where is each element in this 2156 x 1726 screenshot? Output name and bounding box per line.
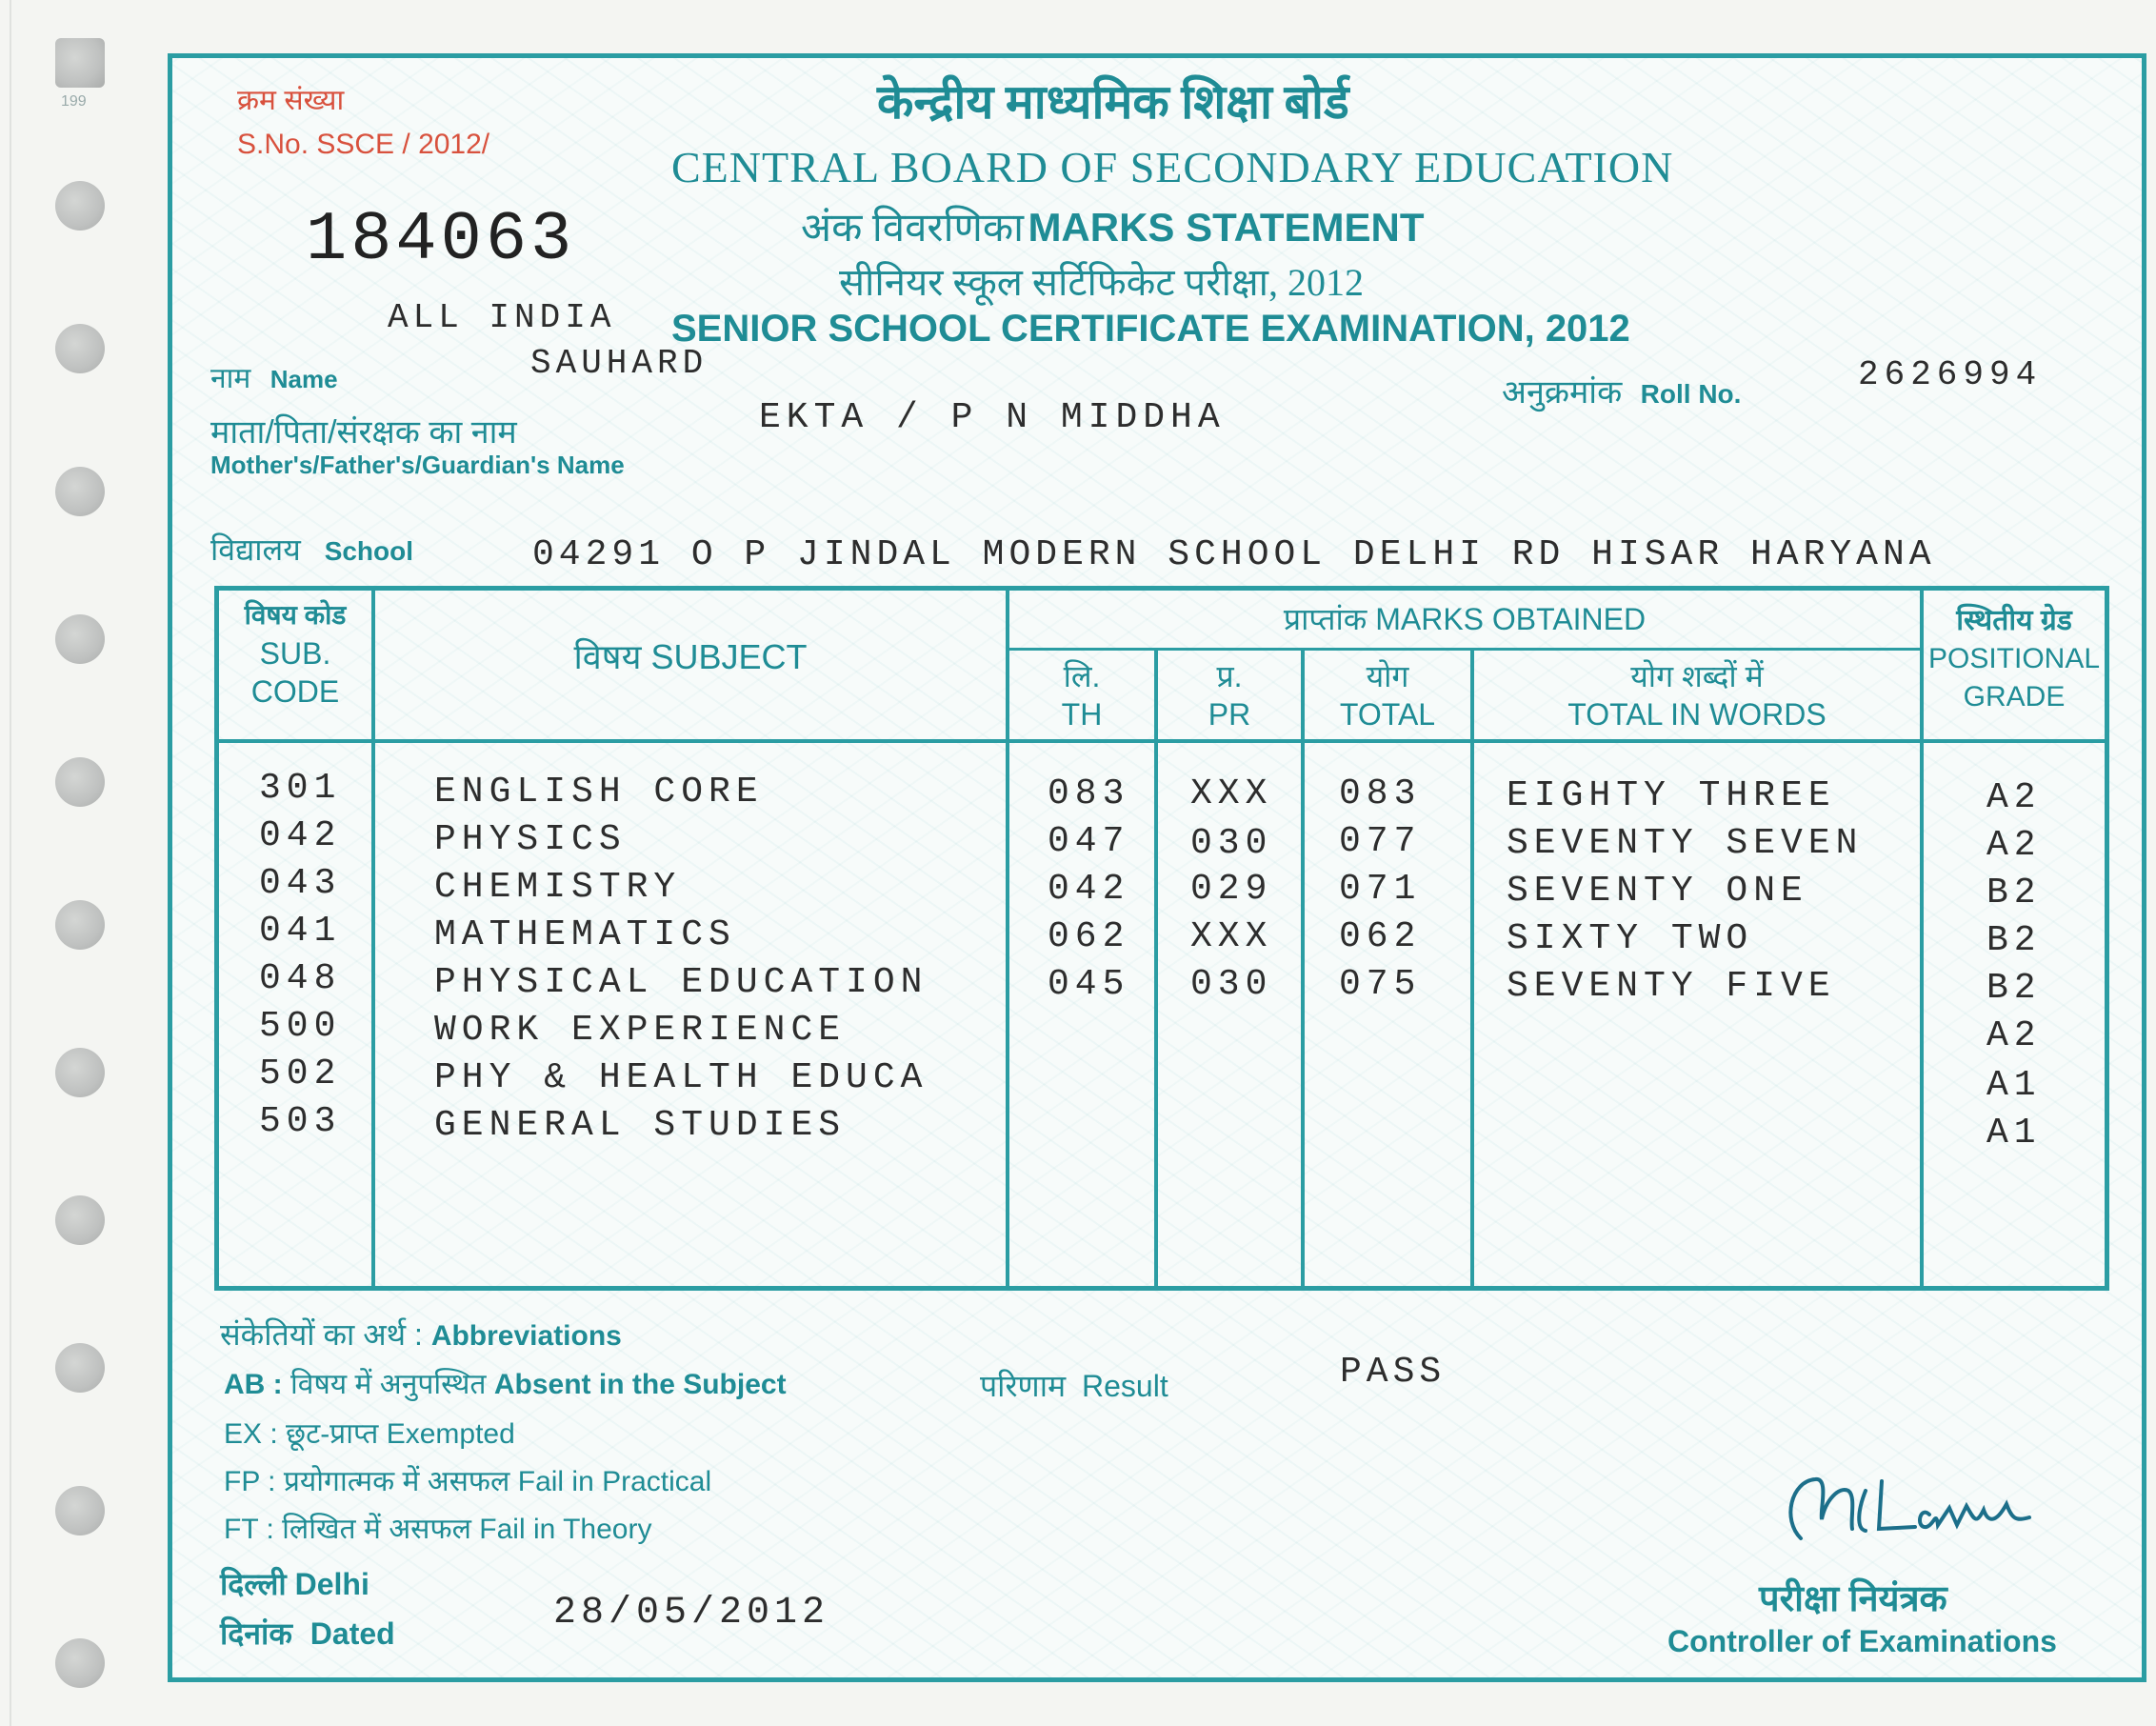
theory-marks: 042 bbox=[1048, 869, 1130, 910]
header-positional-grade bbox=[1924, 602, 2105, 716]
candidate-name: SAUHARD bbox=[530, 344, 709, 383]
header-total-in-words-hindi: योग शब्दों में bbox=[1630, 659, 1764, 693]
total-in-words: SIXTY TWO bbox=[1507, 918, 1754, 959]
total-in-words: SEVENTY ONE bbox=[1507, 871, 1808, 912]
marks-statement-sheet bbox=[168, 53, 2146, 1682]
header-marks-obtained: प्राप्तांक MARKS OBTAINED bbox=[1283, 602, 1647, 636]
practical-marks: 029 bbox=[1190, 869, 1273, 910]
result-value: PASS bbox=[1340, 1352, 1447, 1393]
name-label bbox=[210, 357, 338, 396]
total-in-words: EIGHTY THREE bbox=[1507, 775, 1836, 816]
abbreviation-ft-hindi: लिखित में असफल bbox=[282, 1514, 471, 1545]
sub-code: 042 bbox=[259, 815, 342, 856]
roll-label-hindi: अनुक्रमांक bbox=[1502, 374, 1623, 411]
result-label-hindi: परिणाम bbox=[980, 1369, 1067, 1403]
punch-hole bbox=[55, 1486, 105, 1535]
serial-number: 184063 bbox=[306, 201, 576, 279]
subject-name: CHEMISTRY bbox=[434, 867, 682, 908]
total-in-words: SEVENTY FIVE bbox=[1507, 966, 1836, 1007]
header-theory bbox=[1009, 657, 1154, 733]
controller-title-hindi: परीक्षा नियंत्रक bbox=[1759, 1579, 1947, 1619]
school-label-english: School bbox=[324, 536, 414, 566]
sub-code: 041 bbox=[259, 911, 342, 952]
abbreviations-title bbox=[220, 1314, 622, 1355]
header-subject: विषय SUBJECT bbox=[573, 637, 808, 676]
header-grade-hindi: स्थितीय ग्रेड bbox=[1956, 605, 2072, 636]
total-in-words: SEVENTY SEVEN bbox=[1507, 823, 1864, 864]
sub-code: 503 bbox=[259, 1101, 342, 1142]
total-marks: 062 bbox=[1339, 916, 1422, 957]
document-title-hindi: अंक विवरणिका bbox=[801, 207, 1024, 251]
header-total-hindi: योग bbox=[1366, 659, 1409, 693]
subject-name: GENERAL STUDIES bbox=[434, 1105, 847, 1146]
controller-title: Controller of Examinations bbox=[1667, 1624, 2057, 1658]
sub-code: 048 bbox=[259, 958, 342, 999]
positional-grade: B2 bbox=[1986, 968, 2042, 1009]
practical-marks: XXX bbox=[1190, 773, 1273, 814]
marks-subheader-divider bbox=[1009, 648, 1920, 651]
theory-marks: 062 bbox=[1048, 916, 1130, 957]
header-total-in-words-english: TOTAL IN WORDS bbox=[1567, 697, 1827, 732]
controller-signature bbox=[1763, 1462, 2048, 1567]
header-total-english: TOTAL bbox=[1339, 697, 1436, 732]
dated-label-english: Dated bbox=[309, 1616, 395, 1651]
serial-label: S.No. SSCE / 2012/ bbox=[237, 129, 490, 160]
page-number: 199 bbox=[61, 93, 87, 110]
positional-grade: B2 bbox=[1986, 920, 2042, 961]
place bbox=[220, 1563, 369, 1604]
abbreviations-title-english: Abbreviations bbox=[430, 1320, 622, 1352]
abbreviations-title-hindi: संकेतियों का अर्थ : bbox=[220, 1317, 423, 1352]
place-hindi: दिल्ली bbox=[220, 1567, 287, 1601]
abbreviation-fp-english: Fail in Practical bbox=[517, 1466, 712, 1497]
total-marks: 071 bbox=[1339, 869, 1422, 910]
perforation-strip bbox=[0, 0, 143, 1726]
positional-grade: A1 bbox=[1986, 1065, 2042, 1106]
roll-label-english: Roll No. bbox=[1640, 379, 1742, 409]
practical-marks: XXX bbox=[1190, 916, 1273, 957]
abbreviation-ft-english: Fail in Theory bbox=[479, 1514, 652, 1545]
punch-hole bbox=[55, 900, 105, 950]
roll-label bbox=[1502, 369, 1741, 412]
name-label-english: Name bbox=[270, 365, 338, 393]
abbreviation-ex-english: Exempted bbox=[386, 1418, 515, 1450]
header-sub-code bbox=[219, 596, 371, 711]
punch-hole bbox=[55, 181, 105, 231]
total-marks: 077 bbox=[1339, 821, 1422, 862]
theory-marks: 045 bbox=[1048, 964, 1130, 1005]
abbreviation-ft bbox=[224, 1508, 651, 1547]
issue-date: 28/05/2012 bbox=[553, 1592, 830, 1635]
abbreviation-ab-english: Absent in the Subject bbox=[493, 1369, 787, 1400]
exam-prefix: ALL INDIA bbox=[388, 298, 616, 337]
result-label-english: Result bbox=[1082, 1369, 1168, 1403]
punch-hole bbox=[55, 1195, 105, 1245]
sub-code: 301 bbox=[259, 768, 342, 809]
parent-label-hindi: माता/पिता/संरक्षक का नाम bbox=[210, 414, 517, 451]
punch-hole bbox=[55, 614, 105, 664]
positional-grade: A2 bbox=[1986, 1015, 2042, 1056]
roll-number: 2626994 bbox=[1858, 355, 2043, 394]
abbreviation-ex-code: EX : bbox=[224, 1418, 278, 1450]
abbreviation-fp bbox=[224, 1460, 711, 1499]
positional-grade: A1 bbox=[1986, 1113, 2042, 1154]
theory-marks: 083 bbox=[1048, 773, 1130, 814]
practical-marks: 030 bbox=[1190, 964, 1273, 1005]
total-marks: 083 bbox=[1339, 773, 1422, 814]
column-divider bbox=[371, 591, 375, 1286]
result-label bbox=[980, 1365, 1168, 1406]
positional-grade: A2 bbox=[1986, 777, 2042, 818]
board-name-hindi: केन्द्रीय माध्यमिक शिक्षा बोर्ड bbox=[877, 75, 1349, 129]
abbreviation-ex-hindi: छूट-प्राप्त bbox=[286, 1418, 379, 1450]
page-edge bbox=[10, 0, 11, 1726]
sub-code: 043 bbox=[259, 863, 342, 904]
abbreviation-fp-code: FP : bbox=[224, 1466, 276, 1497]
theory-marks: 047 bbox=[1048, 821, 1130, 862]
header-theory-hindi: लि. bbox=[1063, 659, 1101, 693]
column-divider bbox=[1154, 648, 1158, 1286]
header-total bbox=[1305, 657, 1470, 733]
column-divider bbox=[1301, 648, 1305, 1286]
subject-name: ENGLISH CORE bbox=[434, 772, 764, 813]
practical-marks: 030 bbox=[1190, 823, 1273, 864]
header-practical-english: PR bbox=[1208, 697, 1251, 732]
punch-hole bbox=[55, 1638, 105, 1688]
punch-hole bbox=[55, 467, 105, 516]
exam-name: SENIOR SCHOOL CERTIFICATE EXAMINATION, 2012 bbox=[671, 308, 1630, 350]
school-label-hindi: विद्यालय bbox=[210, 532, 301, 567]
sub-code: 502 bbox=[259, 1054, 342, 1094]
header-grade-line2: GRADE bbox=[1963, 681, 2066, 712]
subject-name: MATHEMATICS bbox=[434, 914, 736, 955]
column-divider bbox=[1470, 648, 1474, 1286]
document-title-english: MARKS STATEMENT bbox=[1028, 205, 1425, 250]
header-total-in-words bbox=[1474, 657, 1920, 733]
subject-name: WORK EXPERIENCE bbox=[434, 1010, 847, 1051]
parent-label: Mother's/Father's/Guardian's Name bbox=[210, 451, 625, 479]
subject-name: PHYSICAL EDUCATION bbox=[434, 962, 928, 1003]
name-label-hindi: नाम bbox=[210, 363, 251, 394]
header-practical-hindi: प्र. bbox=[1216, 659, 1243, 693]
abbreviation-ab-hindi: विषय में अनुपस्थित bbox=[290, 1369, 487, 1400]
punch-hole bbox=[55, 1343, 105, 1393]
table-header-divider bbox=[219, 739, 2105, 743]
header-sub-code-line2: CODE bbox=[250, 674, 340, 709]
abbreviation-ft-code: FT : bbox=[224, 1514, 274, 1545]
positional-grade: B2 bbox=[1986, 873, 2042, 913]
abbreviation-ab-code: AB : bbox=[224, 1369, 283, 1400]
marks-table bbox=[214, 586, 2109, 1291]
punch-hole bbox=[55, 1048, 105, 1097]
punch-hole bbox=[55, 38, 105, 88]
board-name: CENTRAL BOARD OF SECONDARY EDUCATION bbox=[671, 143, 1674, 191]
place-english: Delhi bbox=[294, 1567, 369, 1601]
total-marks: 075 bbox=[1339, 964, 1422, 1005]
document-title bbox=[801, 199, 1425, 253]
punch-hole bbox=[55, 757, 105, 807]
header-practical bbox=[1158, 657, 1301, 733]
exam-name-hindi: सीनियर स्कूल सर्टिफिकेट परीक्षा, 2012 bbox=[839, 261, 1365, 304]
dated-label-hindi: दिनांक bbox=[220, 1616, 292, 1651]
positional-grade: A2 bbox=[1986, 825, 2042, 866]
dated-label bbox=[220, 1613, 395, 1654]
parent-name: EKTA / P N MIDDHA bbox=[759, 397, 1226, 438]
sub-code: 500 bbox=[259, 1006, 342, 1047]
subject-name: PHY & HEALTH EDUCA bbox=[434, 1057, 928, 1098]
serial-label-hindi: क्रम संख्या bbox=[237, 85, 345, 116]
abbreviation-ex bbox=[224, 1413, 515, 1452]
school-name: 04291 O P JINDAL MODERN SCHOOL DELHI RD HISAR HARYANA bbox=[532, 534, 1936, 575]
subject-name: PHYSICS bbox=[434, 819, 627, 860]
abbreviation-ab bbox=[224, 1363, 787, 1402]
header-theory-english: TH bbox=[1061, 697, 1103, 732]
school-label bbox=[210, 529, 413, 570]
header-grade-line1: POSITIONAL bbox=[1927, 643, 2101, 674]
header-sub-code-hindi: विषय कोड bbox=[244, 600, 347, 630]
abbreviation-fp-hindi: प्रयोगात्मक में असफल bbox=[283, 1466, 510, 1497]
punch-hole bbox=[55, 324, 105, 373]
header-sub-code-line1: SUB. bbox=[259, 636, 331, 671]
